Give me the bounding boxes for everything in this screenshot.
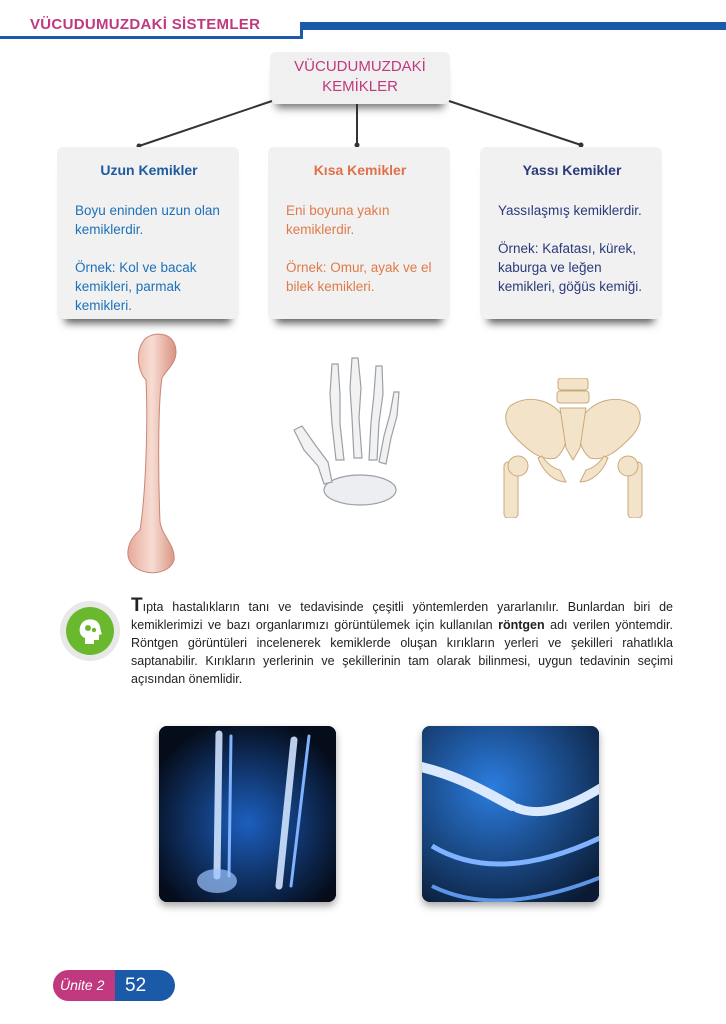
diagram-title-line2: KEMİKLER [322,78,398,95]
info-text-after: adı verilen yöntemdir. Röntgen görüntüleri incelenerek kemiklerde oluşan kırıkların yerleri ve şekilleri rahatlıkla saptanabilir. Kırıkların yerlerinin ve şekillerinin tam olarak bilinmesi, uygun tedavinin seçimi açısından önemlidir. [131,618,673,686]
footer-unit-label: Ünite 2 [53,970,115,1001]
page-footer [53,970,175,1001]
diagram-connectors [0,0,726,160]
diagram-title-line1: VÜCUDUMUZDAKİ [294,58,426,75]
card-short-definition: Eni boyuna yakın kemiklerdir. [286,203,390,237]
pelvis-bone-image [500,378,646,518]
info-dropcap: T [131,595,143,616]
card-short-bones [268,147,450,319]
footer-page-number: 52 [115,970,175,1001]
humerus-bone-image [118,332,198,578]
card-flat-heading: Yassı Kemikler [522,162,622,178]
head-gears-icon-inner [66,607,114,655]
card-short-example: Örnek: Omur, ayak ve el bilek kemikleri. [286,260,432,294]
info-text-before: ıpta hastalıkların tanı ve tedavisinde çeşitli yöntemlerden yararlanılır. Bunlardan biri de kemiklerimizi ve bazı organlarımızı görüntülemek için kullanılan [131,600,673,632]
card-long-bones [57,147,239,319]
connector-left [139,101,272,146]
info-bold-term: röntgen [498,618,545,632]
card-flat-example: Örnek: Kafatası, kürek, kaburga ve leğen kemikleri, göğüs kemiği. [498,241,643,294]
xray-clavicle-image [422,726,599,902]
header-title: VÜCUDUMUZDAKİ SİSTEMLER [30,16,261,33]
card-long-heading: Uzun Kemikler [100,162,198,178]
card-long-example: Örnek: Kol ve bacak kemikleri, parmak kemikleri. [75,260,197,313]
card-flat-bones [480,147,662,319]
info-paragraph [131,595,673,688]
card-long-definition: Boyu eninden uzun olan kemiklerdir. [75,203,220,237]
card-flat-definition: Yassılaşmış kemiklerdir. [498,203,642,218]
head-silhouette-icon [75,616,105,646]
head-gears-icon [60,601,120,661]
connector-right [449,101,581,145]
xray-forearm-image [159,726,336,902]
card-short-heading: Kısa Kemikler [313,162,407,178]
hand-bones-image [290,352,410,508]
